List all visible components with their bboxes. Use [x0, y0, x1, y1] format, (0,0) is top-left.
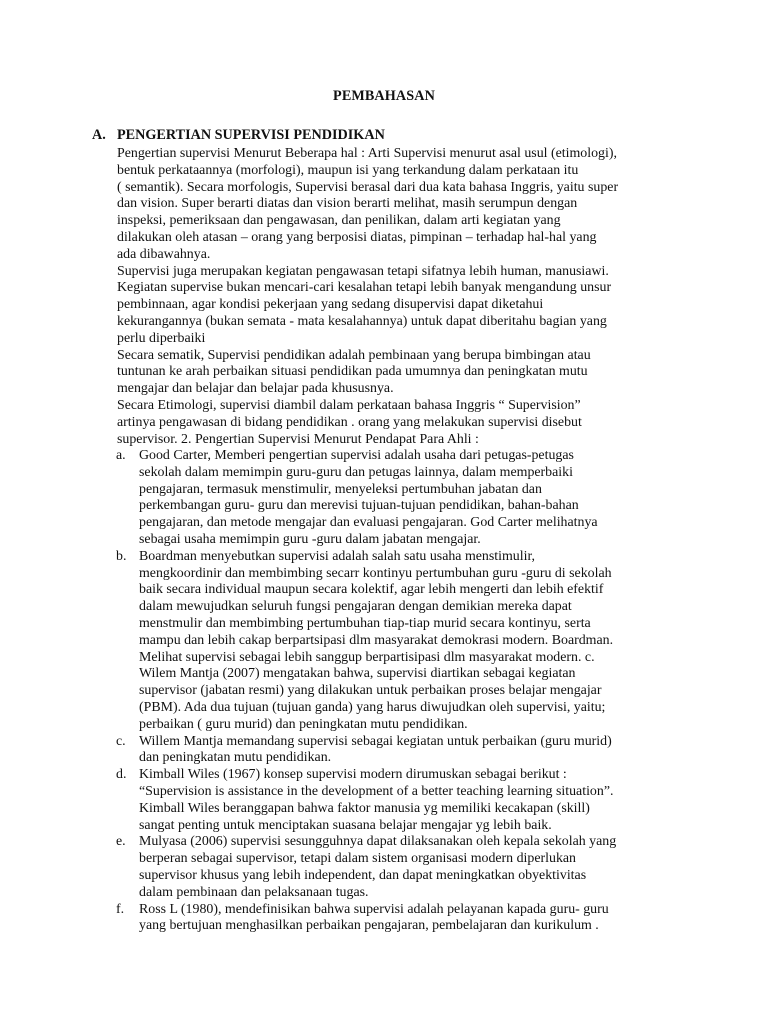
- body-line: Kegiatan supervise bukan mencari-cari kesalahan tetapi lebih banyak mengandung unsur: [117, 280, 612, 296]
- body-line: kekurangannya (bukan semata - mata kesalahannya) untuk dapat diberitahu bagian yang: [117, 313, 607, 329]
- body-line: ( semantik). Secara morfologis, Supervisi berasal dari dua kata bahasa Inggris, yaitu super: [117, 179, 619, 195]
- list-item-line: Willem Mantja memandang supervisi sebagai kegiatan untuk perbaikan (guru murid): [139, 733, 612, 749]
- list-item-line: pengajaran, termasuk menstimulir, menyeleksi pertumbuhan jabatan dan: [139, 481, 542, 497]
- list-item-line: Mulyasa (2006) supervisi sesungguhnya dapat dilaksanakan oleh kepala sekolah yang: [139, 834, 617, 850]
- body-line: mengajar dan belajar dan belajar pada khususnya.: [117, 381, 394, 397]
- section-letter: A.: [92, 127, 106, 143]
- list-item-line: menstmulir dan membimbing pertumbuhan tiap-tiap murid secara kontinyu, serta: [139, 615, 591, 631]
- body-line: artinya pengawasan di bidang pendidikan . orang yang melakukan supervisi disebut: [117, 414, 582, 430]
- body-line: tuntunan ke arah perbaikan situasi pendidikan pada umumnya dan peningkatan mutu: [117, 364, 588, 380]
- list-item-line: mampu dan lebih cakap berpartsipasi dlm masyarakat demokrasi modern. Boardman.: [139, 632, 614, 648]
- list-item: [117, 834, 697, 901]
- list-item-line: berperan sebagai supervisor, tetapi dalam sistem organisasi modern diperlukan: [139, 851, 576, 867]
- list-marker: c.: [116, 733, 126, 749]
- list-item-line: Kimball Wiles beranggapan bahwa faktor manusia yg memiliki kecakapan (skill): [139, 800, 590, 816]
- body-line: Pengertian supervisi Menurut Beberapa hal : Arti Supervisi menurut asal usul (etimologi),: [117, 146, 617, 161]
- list-item-line: Ross L (1980), mendefinisikan bahwa supervisi adalah pelayanan kapada guru- guru: [139, 901, 609, 917]
- body-line: bentuk perkataannya (morfologi), maupun isi yang terkandung dalam perkataan itu: [117, 162, 579, 178]
- list-item-line: pengajaran, dan metode mengajar dan evaluasi pengajaran. God Carter melihatnya: [139, 515, 598, 531]
- list-marker: a.: [116, 448, 126, 463]
- body-line: dan vision. Super berarti diatas dan vision berarti melihat, masih serumpun dengan: [117, 196, 578, 212]
- list-item-line: sangat penting untuk menciptakan suasana belajar mengajar yg lebih baik.: [139, 817, 552, 833]
- list-marker: d.: [116, 767, 127, 783]
- list-item-line: Wilem Mantja (2007) mengatakan bahwa, supervisi diartikan sebagai kegiatan: [139, 666, 576, 682]
- list-item: [117, 902, 697, 936]
- list-item-line: Good Carter, Memberi pengertian supervisi adalah usaha dari petugas-petugas: [139, 448, 574, 463]
- list-item-line: dan peningkatan mutu pendidikan.: [139, 750, 332, 766]
- list-item-line: perkembangan guru- guru dan merevisi tujuan-tujuan pendidikan, bahan-bahan: [139, 498, 579, 514]
- body-line: Secara Etimologi, supervisi diambil dalam perkataan bahasa Inggris “ Supervision”: [117, 397, 581, 413]
- list-item: [117, 767, 697, 834]
- list-marker: b.: [116, 548, 127, 564]
- list-item-line: sekolah dalam memimpin guru-guru dan petugas lainnya, dalam memperbaiki: [139, 464, 573, 480]
- section-body: [117, 146, 697, 448]
- list-item-line: Melihat supervisi sebagai lebih sanggup berpartisipasi dlm masyarakat modern. c.: [139, 649, 595, 665]
- body-line: pembinnaan, agar kondisi pekerjaan yang sedang disupervisi dapat diketahui: [117, 297, 544, 313]
- body-line: inspeksi, pemeriksaan dan pengawasan, dan penilikan, dalam arti kegiatan yang: [117, 213, 561, 229]
- list-item-line: supervisor (jabatan resmi) yang dilakukan untuk perbaikan proses belajar mengajar: [139, 683, 602, 699]
- list-item-line: dalam mewujudkan seluruh fungsi pengajaran dengan demikian mereka dapat: [139, 599, 572, 615]
- list-item-line: perbaikan ( guru murid) dan peningkatan mutu pendidikan.: [139, 716, 468, 732]
- list-marker: f.: [116, 901, 125, 917]
- list-item-line: mengkoordinir dan membimbing secarr kontinyu pertumbuhan guru -guru di sekolah: [139, 565, 612, 581]
- list-item: [117, 448, 697, 549]
- section-heading-text: PENGERTIAN SUPERVISI PENDIDIKAN: [117, 127, 385, 143]
- list-item-line: sebagai usaha memimpin guru -guru dalam jabatan mengajar.: [139, 531, 481, 547]
- body-line: supervisor. 2. Pengertian Supervisi Menurut Pendapat Para Ahli :: [117, 431, 479, 447]
- list-item: [117, 549, 697, 734]
- section-heading: [92, 127, 385, 144]
- list-marker: e.: [116, 834, 126, 850]
- list-item: [117, 734, 697, 768]
- list-item-line: (PBM). Ada dua tujuan (tujuan ganda) yang harus diwujudkan oleh supervisi, yaitu;: [139, 699, 606, 715]
- list-item-line: baik secara individual maupun secara kolektif, agar lebih mengerti dan lebih efektif: [139, 582, 604, 598]
- list-item-line: supervisor khusus yang lebih independent, dan dapat meningkatkan obyektivitas: [139, 867, 587, 883]
- body-line: ada dibawahnya.: [117, 246, 211, 262]
- body-line: Secara sematik, Supervisi pendidikan adalah pembinaan yang berupa bimbingan atau: [117, 347, 591, 363]
- list-item-line: “Supervision is assistance in the development of a better teaching learning situation”.: [139, 783, 614, 799]
- list-item-line: yang bertujuan menghasilkan perbaikan pengajaran, pembelajaran dan kurikulum .: [139, 918, 599, 934]
- list-item-line: Kimball Wiles (1967) konsep supervisi modern dirumuskan sebagai berikut :: [139, 767, 567, 783]
- list-item-line: dalam pembinaan dan pelaksanaan tugas.: [139, 884, 369, 900]
- body-line: Supervisi juga merupakan kegiatan pengawasan tetapi sifatnya lebih human, manusiawi.: [117, 263, 609, 279]
- body-line: dilakukan oleh atasan – orang yang berposisi diatas, pimpinan – terhadap hal-hal yang: [117, 229, 597, 245]
- definition-list: [117, 448, 697, 935]
- body-line: perlu diperbaiki: [117, 330, 206, 346]
- list-item-line: Boardman menyebutkan supervisi adalah salah satu usaha menstimulir,: [139, 548, 535, 564]
- page-title: PEMBAHASAN: [333, 88, 435, 104]
